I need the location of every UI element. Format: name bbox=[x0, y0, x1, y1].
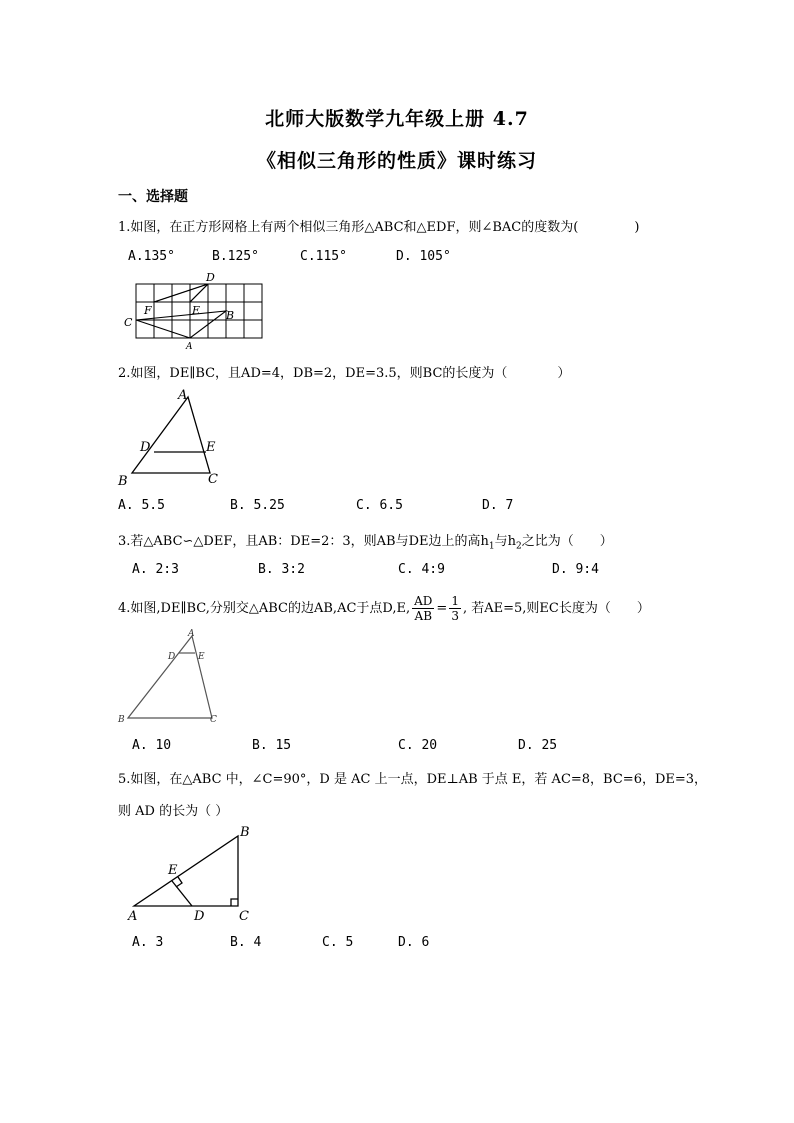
q4-label-d: D bbox=[168, 652, 176, 662]
q3-option-c: C. 4:9 bbox=[398, 562, 445, 577]
q2-label-a: A bbox=[178, 388, 188, 403]
q2-label-c: C bbox=[208, 472, 218, 487]
q1-label-b: B bbox=[226, 309, 235, 322]
q4-option-b: B. 15 bbox=[252, 738, 292, 753]
question-1-paren: ) bbox=[634, 220, 640, 235]
q5-option-d: D. 6 bbox=[398, 935, 430, 950]
q5-label-e: E bbox=[168, 863, 178, 878]
q1-grid-figure bbox=[118, 268, 278, 352]
q4-label-e: E bbox=[198, 652, 205, 662]
question-1-text: 1.如图，在正方形网格上有两个相似三角形△ABC和△EDF，则∠BAC的度数为( bbox=[118, 220, 579, 235]
subscript-2: 2 bbox=[515, 541, 522, 552]
q2-option-b: B. 5.25 bbox=[230, 498, 285, 513]
fraction-numerator: 1 bbox=[451, 594, 459, 608]
q2-label-e: E bbox=[206, 440, 216, 455]
q4-option-d: D. 25 bbox=[518, 738, 558, 753]
q2-option-d: D. 7 bbox=[482, 498, 514, 513]
q3-option-b: B. 3:2 bbox=[258, 562, 305, 577]
q1-option-d: D. 105° bbox=[396, 249, 451, 264]
section-heading: 一、选择题 bbox=[118, 189, 188, 205]
right-angle-mark-c bbox=[231, 899, 238, 906]
q4-label-b: B bbox=[118, 715, 125, 725]
subscript-1: 1 bbox=[488, 541, 495, 552]
question-1-stem bbox=[118, 216, 639, 235]
question-3-text-b: 与h bbox=[494, 534, 516, 549]
triangle-abc bbox=[132, 397, 210, 473]
question-3-text-a: 3.若△ABC∽△DEF，且AB：DE=2：3，则AB与DE边上的高h bbox=[118, 534, 489, 549]
equals-sign: = bbox=[436, 601, 448, 616]
q5-label-c: C bbox=[239, 909, 249, 924]
q4-option-c: C. 20 bbox=[398, 738, 438, 753]
q1-label-a: A bbox=[186, 342, 193, 352]
question-4-text-b: , 若AE=5,则EC长度为（ bbox=[462, 601, 611, 616]
q1-label-f: F bbox=[144, 304, 152, 317]
q3-option-a: A. 2:3 bbox=[132, 562, 179, 577]
question-4-text-a: 4.如图,DE∥BC,分别交△ABC的边AB,AC于点D,E, bbox=[118, 601, 411, 616]
fraction-one-third bbox=[449, 594, 461, 623]
fraction-ad-ab bbox=[412, 594, 434, 623]
question-2-text: 2.如图，DE∥BC，且AD=4，DB=2，DE=3.5，则BC的长度为（ bbox=[118, 366, 508, 381]
q1-label-c: C bbox=[124, 316, 133, 329]
question-4-paren: ） bbox=[636, 601, 650, 616]
q4-label-c: C bbox=[210, 715, 217, 725]
q2-label-d: D bbox=[140, 440, 151, 455]
segment-de bbox=[172, 881, 192, 906]
q2-triangle-figure bbox=[112, 385, 232, 489]
q5-option-a: A. 3 bbox=[132, 935, 164, 950]
question-2-stem bbox=[118, 362, 570, 381]
q4-label-a: A bbox=[188, 629, 195, 639]
q1-label-d: D bbox=[206, 271, 215, 284]
page-title-line2: 《相似三角形的性质》课时练习 bbox=[256, 150, 537, 172]
page-title-line1: 北师大版数学九年级上册 4.7 bbox=[265, 108, 529, 130]
question-3-text-c: 之比为（ bbox=[521, 534, 574, 549]
fraction-denominator: AB bbox=[414, 609, 433, 623]
question-3-stem bbox=[118, 530, 613, 552]
q4-triangle-figure bbox=[112, 624, 224, 728]
q5-label-a: A bbox=[128, 909, 138, 924]
q1-option-c: C.115° bbox=[300, 249, 347, 264]
q5-right-triangle-figure bbox=[118, 822, 268, 926]
triangle-abc bbox=[134, 836, 238, 906]
q2-label-b: B bbox=[118, 474, 128, 489]
question-5-stem-line1: 5.如图，在△ABC 中，∠C=90°，D 是 AC 上一点，DE⊥AB 于点 E，若 AC=8，BC=6，DE=3， bbox=[118, 772, 708, 787]
question-4-stem bbox=[118, 592, 650, 626]
q3-option-d: D. 9:4 bbox=[552, 562, 599, 577]
q2-option-c: C. 6.5 bbox=[356, 498, 403, 513]
q1-option-a: A.135° bbox=[128, 249, 175, 264]
q5-label-b: B bbox=[240, 825, 250, 840]
right-angle-mark-e bbox=[176, 877, 182, 887]
q1-label-e: E bbox=[192, 304, 201, 317]
fraction-denominator: 3 bbox=[451, 609, 459, 623]
q2-option-a: A. 5.5 bbox=[118, 498, 165, 513]
question-5-stem-line2: 则 AD 的长为（ ） bbox=[118, 804, 229, 819]
q4-option-a: A. 10 bbox=[132, 738, 172, 753]
question-2-paren: ） bbox=[557, 366, 571, 381]
question-3-paren: ） bbox=[599, 534, 613, 549]
triangle-abc bbox=[128, 636, 212, 718]
q5-label-d: D bbox=[194, 909, 205, 924]
fraction-numerator: AD bbox=[414, 594, 433, 608]
q5-option-c: C. 5 bbox=[322, 935, 354, 950]
q1-option-b: B.125° bbox=[212, 249, 259, 264]
q5-option-b: B. 4 bbox=[230, 935, 262, 950]
